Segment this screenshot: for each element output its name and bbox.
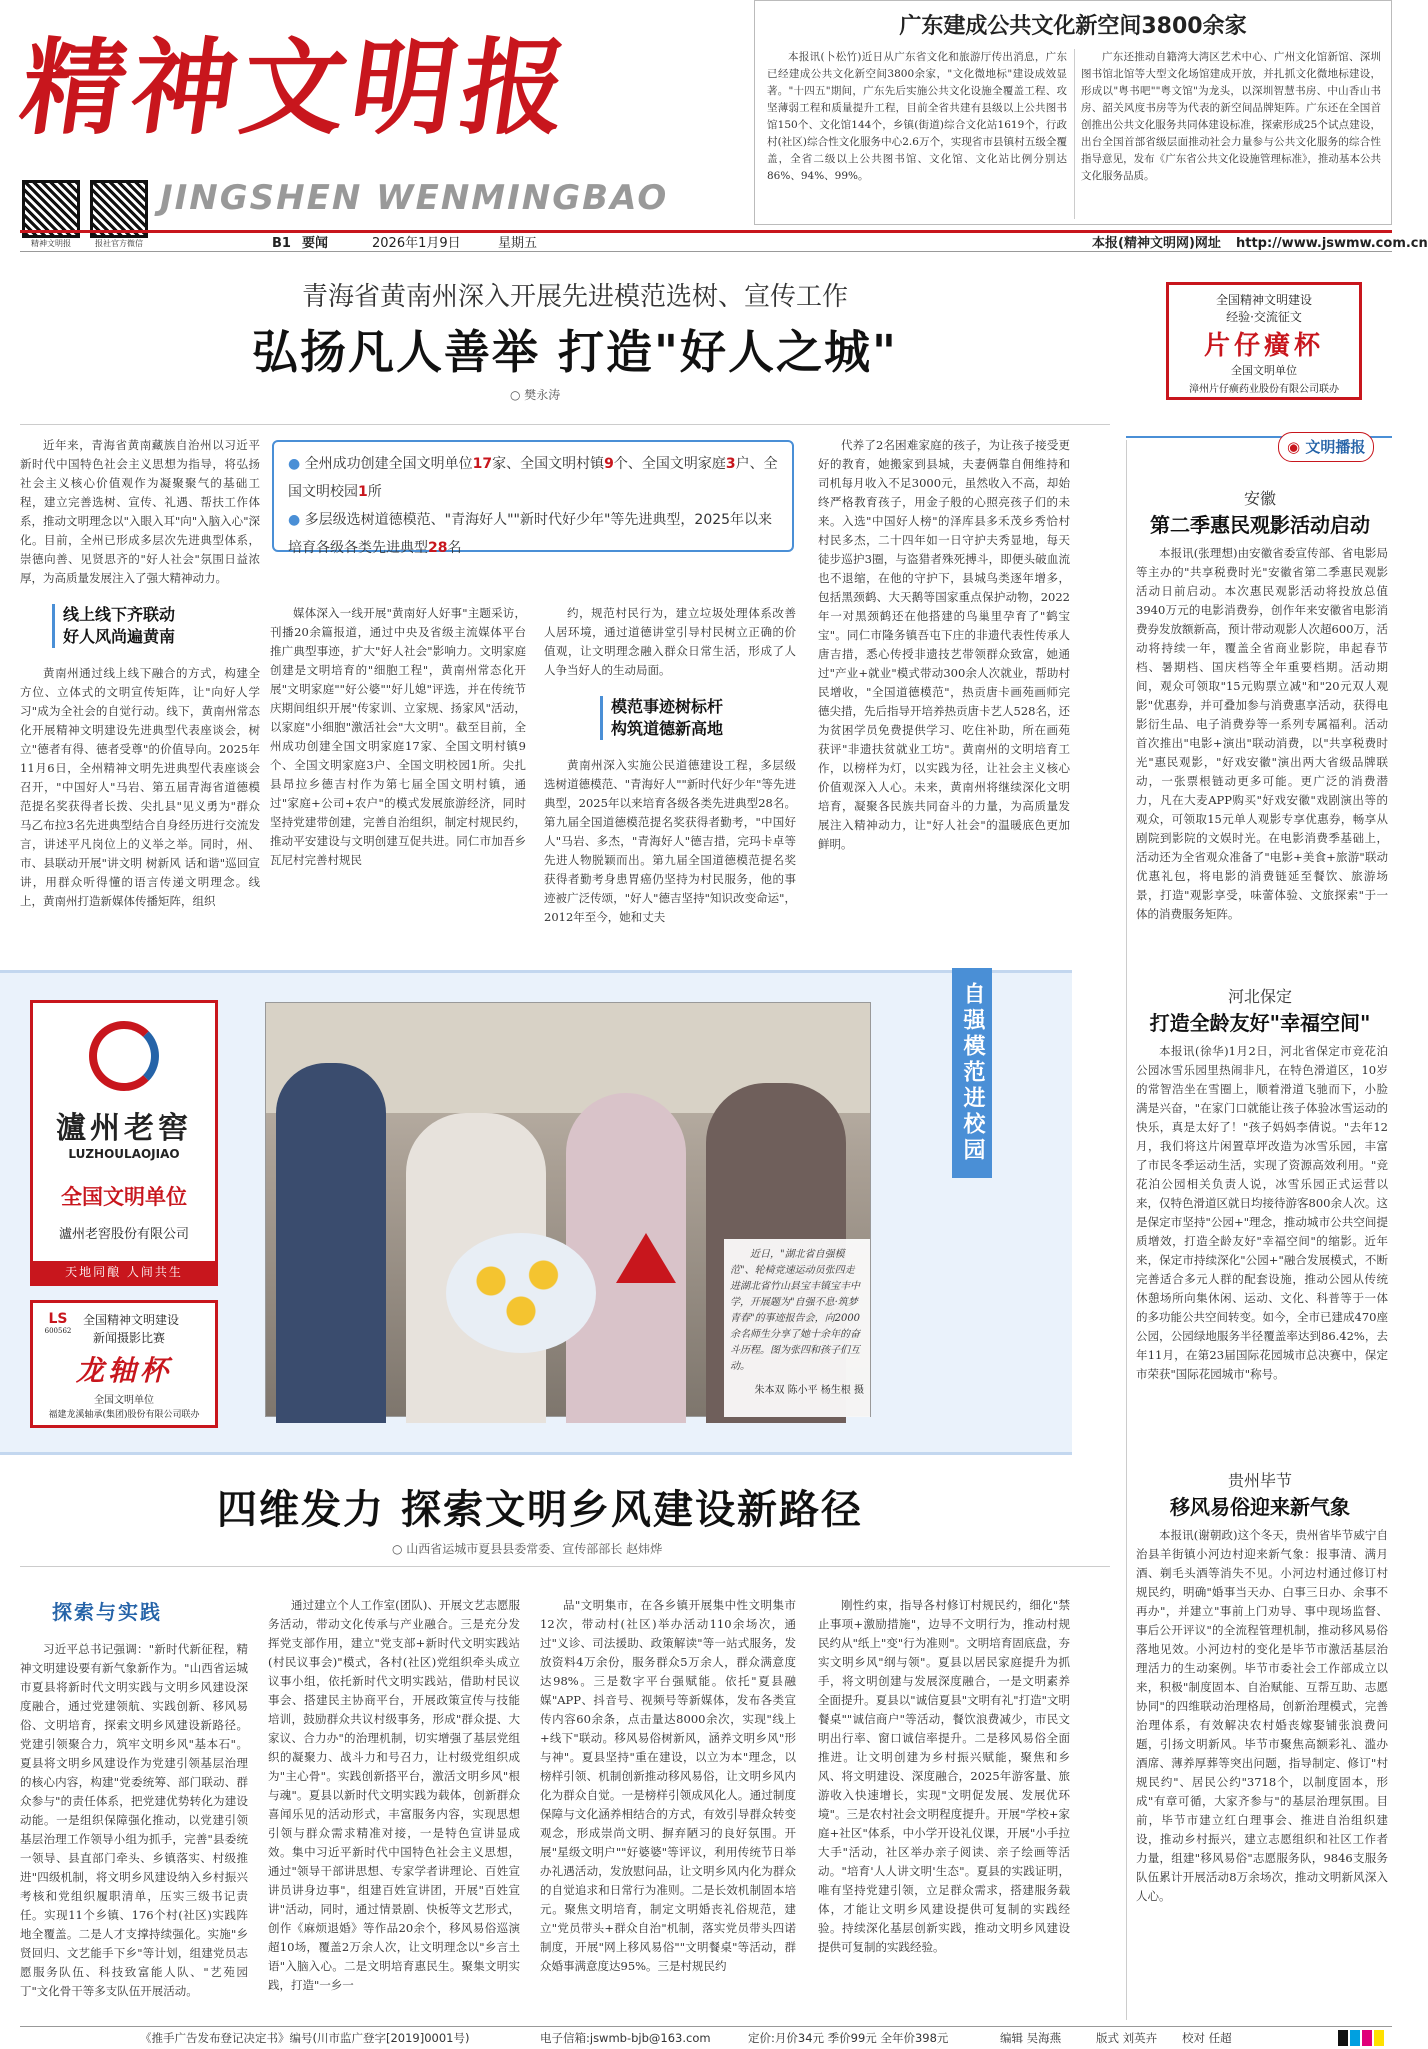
right-story3-head: 贵州毕节 移风易俗迎来新气象 (1170, 1471, 1350, 1519)
photo-person-left (276, 1063, 386, 1423)
luzhou-slogan: 天地同酿 人间共生 (33, 1261, 215, 1283)
site-url[interactable]: http://www.jswmw.com.cn (1236, 236, 1428, 251)
highlight-box (272, 440, 794, 556)
bottom-story-col4: 刚性约束，指导各村修订村规民约，细化"禁止事项+激励措施"，边导不文明行为，推动村规民约从"纸上"变"行为准则"。文明培育固底盘，夯实文明乡风"纲与领"。夏县以居民家庭提升为抓手，将文明创建与发展深度融合，一是文明素养全面提升。夏县以"诚信夏县"文明有礼"打造"文明餐桌""诚信商户"等活动，餐饮浪费减少，市民文明出行率、窗口诚信率提升。二是移风易俗全面推进。让文明创建为乡村振兴赋能，聚焦和乡风、将文明建设、深度融合，2025年游客量、旅游收入快速增长，实现"文明促发展、发展优环境"。三是农村社会文明程度提升。开展"学校+家庭+社区"体系，中小学开设礼仪课，开展"小手拉大手"活动，社区举办亲子阅读、亲子绘画等活动。"培育'人人讲文明'生态"。夏县的实践证明，唯有坚持党建引领，立足群众需求，搭建服务载体，才能让文明乡风建设提供可复制的实践经验。持续深化基层创新实践，推动文明乡风建设提供可复制的实践经验。 (818, 1598, 1070, 1954)
bottom-story-col3: 品"文明集市，在各乡镇开展集中性文明集市12次，带动村(社区)举办活动110余场次，通过"义诊、司法援助、政策解读"等一站式服务，发放资料4万余份，服务群众5万余人，群众满意度达98%。三是数字平台强赋能。依托"夏县融媒"APP、抖音号、视频号等新媒体，发布各类宣传内容60余条，点击量达8000余次，实现"线上+线下"联动。移风易俗树新风，涵养文明乡风"形与神"。夏县坚持"重在建设，以立为本"理念，以榜样引领、机制创新推动移风易俗，让文明乡风内化为群众自觉。一是榜样引领成风化人。通过制度保障与文化涵养相结合的方式，有效引导群众转变观念，形成崇尚文明、摒弃陋习的良好氛围。开展"星级文明户""好婆婆"等评议，利用传统节日举办礼遇活动，发放慰问品，让文明乡风内化为群众的自觉追求和日常行为准则。二是长效机制固本培元。聚焦文明培育，制定文明婚丧礼俗规范，建立"党员带头+群众自治"机制，落实党员带头四诺制度，开展"网上移风易俗""文明餐桌"等活动，群众婚事满意度达95%。三是村规民约 (540, 1598, 796, 1973)
color-calibration-yellow (1374, 2030, 1384, 2046)
lz-company: 福建龙溪轴承(集团)股份有限公司联办 (48, 1410, 200, 1420)
main-story-title: 弘扬凡人善举 打造"好人之城" (252, 325, 898, 379)
news-broadcast-label: ◉ 文明播报 (1278, 432, 1374, 462)
luzhou-pinyin: LUZHOULAOJIAO (68, 1147, 180, 1161)
main-story-col2: 媒体深入一线开展"黄南好人好事"主题采访，刊播20余篇报道，通过中央及省级主流媒体平台推广典型事迹，扩大"好人社会"影响力。文明家庭创建是文明培育的"细胞工程"，黄南州常态化开展"文明家庭""好公婆""好儿媳"评选，并在传统节庆期间组织开展"传家训、立家规、扬家风"活动，以家庭"小细胞"激活社会"大文明"。截至目前，全州成功创建全国文明家庭17家、全国文明村镇9个、全国文明家庭3户、全国文明校园1所。尖扎县昂拉乡德吉村作为第七届全国文明村镇，通过"家庭+公司+农户"的模式发展旅游经济，同时坚持党建带创建，完善自治组织，制定村规民约，推动平安建设与文明创建互促共进。同仁市加吾乡瓦尼村完善村规民 (270, 606, 526, 867)
section-number: B1 (272, 236, 291, 251)
luzhou-company: 瀘州老窖股份有限公司 (58, 1227, 189, 1242)
right-story3-text: 本报讯(谢朝政)这个冬天，贵州省毕节威宁自治县羊街镇小河边村迎来新气象：报事清、满月酒、剃毛头酒等消失不见。小河边村通过修订村规民约，明确"婚事当天办、白事三日办、余事不再办"，并建立"事前上门劝导、事中现场监督、事后公开评议"的全流程管理机制，推动移风易俗落地见效。小河边村的变化是毕节市激活基层治理活力的生动案例。毕节市委社会工作部成立以来，积极"制度固本、自治赋能、互帮互助、志愿协同"的四维联动治理格局，创新治理模式，完善治理体系，有效解决农村婚丧嫁娶铺张浪费问题，引扬文明新风。毕节市聚焦高额彩礼、滥办酒席、薄养厚葬等突出问题，指导制定、修订"村规民约"、居民公约"3718个，以制度固本，形成"有章可循，大家齐参与"的基层治理氛围。目前，毕节市建立红白理事会、推进自治组织建设，推动乡村振兴，建立志愿组织和社区工作者力量，组建"移风易俗"志愿服务队，9846支服务队伍累计开展活动8万余场次，推动文明新风深入人心。 (1136, 1528, 1388, 1903)
right-story2-text: 本报讯(徐华)1月2日，河北省保定市竞花泊公园冰雪乐园里热闹非凡，在特色滑道区，10岁的常智浩坐在雪圈上，顺着滑道飞驰而下，小脸满是兴奋，"在家门口就能让孩子体验冰雪运动的快乐，真是太好了！"孩子妈妈李倩说。"去年12月，我们将这片闲置草坪改造为冰雪乐园，丰富了市民冬季运动生活，实现了资源高效利用。"竞花泊公园相关负责人说，冰雪乐园正式运营以来，仅特色滑道区就日均接待游客800余人次。这是保定市坚持"公园+"理念，推动城市公共空间提质增效，打造全龄友好"幸福空间"的缩影。近年来，保定市持续深化"公园+"融合发展模式，不断完善适合多元人群的配套设施，推动公园从传统休憩场所向集休闲、运动、文化、科普等于一体的多功能公共空间转变。如今，全市已建成470座公园，公园绿地服务半径覆盖率达到86.42%，去年11月，在第23届国际花园城市总决赛中，保定市荣获"国际花园城市"称号。 (1136, 1044, 1388, 1381)
qr-caption-1: 精神文明报 (31, 239, 71, 248)
site-label: 本报(精神文明网)网址 (1092, 236, 1221, 251)
luzhou-award: 全国文明单位 (61, 1185, 187, 1209)
section-name: 要闻 (302, 236, 329, 251)
bullet-icon: ● (288, 456, 301, 472)
luzhou-brand: 瀘州老窖 (56, 1111, 192, 1146)
bullet-icon: ● (288, 512, 301, 528)
explore-logo-text: 探索与实践 (52, 1600, 162, 1624)
main-story-col4: 代养了2名困难家庭的孩子，为让孩子接受更好的教育，她搬家到县城，夫妻俩靠自佣维持和司机每月收入不足3000元，虽然收入不高，却始终严格教育孩子，用金子般的心照亮孩子们的未来。入选"中国好人榜"的泽库县多禾茂乡秀恰村村民多杰，二十四年如一日守护夫秀显地，每天徒步巡护3圈，与盗猎者殊死搏斗，即便头破血流也不退缩，在他的守护下，县城鸟类逐年增多，包括黑颈鹤、大天鹅等国家重点保护动物，2022年一对黑颈鹤还在他搭建的鸟巢里孕育了"鹤宝宝"。同仁市隆务镇吾屯下庄的非遗代表性传承人唐吉措，悉心传授非遗技艺带领群众致富，她通过"产业+就业"模式带动300余人次就业，帮助村民增收，"全国道德模范"，热贡唐卡画苑画师完德尖措，先后指导开培养热贡唐卡艺人528名，还为贫困学员免费提供学习、吃住补助，所在画苑获评"非遗扶贫就业工坊"。黄南州的文明培育工作，以榜样为灯，以实践为径，让社会主义核心价值观深入人心。未来，黄南州将继续深化文明培育，凝聚各民族共同奋斗的力量，为高质量发展注入精神动力，让"好人社会"的温暖底色更加鲜明。 (818, 438, 1070, 851)
flower-bouquet-icon (446, 1233, 596, 1353)
divider (1074, 49, 1075, 219)
right-column-rule (1126, 440, 1127, 2020)
explore-logo (52, 1596, 162, 1625)
footer (20, 2026, 1392, 2048)
right-story1-head: 安徽 第二季惠民观影活动启动 (1150, 489, 1370, 537)
footer-editor: 编辑 吴海燕 (1000, 2031, 1062, 2045)
photo-vertical-banner: 自强模范进校园 (952, 968, 992, 1178)
lz-line2: 新闻摄影比赛 (93, 1331, 166, 1345)
top-story-box (754, 0, 1392, 225)
trophy-icon (616, 1233, 676, 1283)
bottom-story-byline: ○ 山西省运城市夏县县委常委、宣传部部长 赵炜烨 (392, 1542, 663, 1556)
issue-date: 2026年1月9日 (372, 236, 461, 251)
main-story-lead: 近年来，青海省黄南藏族自治州以习近平新时代中国特色社会主义思想为指导，将弘扬社会主义核心价值观作为凝聚聚气的基础工程，建立完善选树、宣传、礼遇、帮扶工作体系，推动文明理念以"入眼入耳"向"入脑入心"深化。目前，全州已形成多层次先进典型体系，崇德向善、见贤思齐的"好人社会"氛围日益浓厚，为高质量发展注入了强大精神动力。 (20, 438, 260, 585)
photo-caption: 近日，"湖北省自强模范"、轮椅竞速运动员张四走进湖北省竹山县宝丰镇宝丰中学，开展题为"自强不息·筑梦青春"的事迹报告会，向2000余名师生分享了她十余年的奋斗历程。图为张四和孩子们互动。 (730, 1249, 861, 1372)
top-story-col1: 本报讯(卜松竹)近日从广东省文化和旅游厅传出消息，广东已经建成公共文化新空间3800余家，"文化微地标"建设成效显著。"十四五"期间，广东先后实施公共文化设施全覆盖工程、攻坚薄弱工程和质量提升工程，目前全省共建有县级以上公共图书馆150个、文化馆144个，乡镇(街道)综合文化站1619个，行政村(社区)综合性文化服务中心2.6万个，实现省市县镇村五级全覆盖，全省二级以上公共图书馆、文化馆、文化站比例分别达86%、94%、99%。 (767, 51, 1067, 182)
pzh-cup: 片仔癀杯 (1203, 331, 1324, 361)
luzhou-logo-icon (89, 1021, 159, 1091)
section-heading-1: 线上线下齐联动 好人风尚遍黄南 (52, 604, 175, 648)
footer-price: 定价:月价34元 季价99元 全年价398元 (748, 2031, 949, 2045)
photo-caption-box (724, 1239, 870, 1417)
issue-bar (20, 230, 1428, 252)
separator-line (20, 424, 1110, 425)
bottom-story-col1: 习近平总书记强调："新时代新征程，精神文明建设要有新气象新作为。"山西省运城市夏县将新时代文明实践与文明乡风建设深度融合，通过党建领航、实践创新、移风易俗、文明培育，探索文明乡风建设新路径。党建引领聚合力，筑牢文明乡风"基本石"。夏县将文明乡风建设作为党建引领基层治理的核心内容，构建"党委统筹、部门联动、群众参与"的责任体系，把党建优势转化为建设动能。一是组织保障强化推动，以党建引领基层治理工作领导小组为抓手，完善"县委统一领导、县直部门牵头、乡镇落实、村级推进"四级机制，将文明乡风建设纳入乡村振兴考核和党组织履职清单，压实三级书记责任。实现11个乡镇、176个村(社区)实践阵地全覆盖。二是人才支撑持续强化。实施"乡贤回归、文艺能手下乡"等计划，组建党员志愿服务队伍、科技致富能人队、"艺苑园丁"文化骨干等多支队伍开展活动。 (20, 1642, 248, 1998)
pzh-line2: 经验·交流征文 (1226, 310, 1302, 324)
main-story-byline: ○ 樊永涛 (510, 388, 561, 402)
color-calibration-black (1338, 2030, 1348, 2046)
highlight-item-1: ● 全州成功创建全国文明单位17家、全国文明村镇9个、全国文明家庭3户、全国文明校园1所 (288, 456, 778, 500)
section-heading-2: 模范事迹树标杆 构筑道德新高地 (600, 696, 723, 740)
main-story-col3a: 约，规范村民行为，建立垃圾处理体系改善人居环境，通过道德讲堂引导村民树立正确的价值观，让文明理念融入群众日常生活，形成了人人争当好人的生动局面。 (544, 606, 796, 677)
top-story-title: 广东建成公共文化新空间3800余家 (899, 14, 1247, 39)
luzhou-ad (30, 1000, 218, 1286)
footer-license: 《推手广告发布登记决定书》编号(川市监广登字[2019]0001号) (140, 2031, 470, 2045)
bottom-story-title: 四维发力 探索文明乡风建设新路径 (217, 1487, 863, 1533)
right-story1-text: 本报讯(张理想)由安徽省委宣传部、省电影局等主办的"共享税费时光"安徽省第二季惠民观影活动日前启动。本次惠民观影活动将投放总值3940万元的电影消费券，创作年来安徽省电影消费券发放额新高，预计带动观影人次超600万，活动将持续一年，覆盖全省商业影院，串起春节档、暑期档、国庆档等全年重要档期。活动期间，观众可领取"15元购票立减"和"20元双人观影"优惠券，并可叠加参与消费惠享活动，获得电影衍生品、电子消费券等一系列专属福利。活动首次推出"电影+演出"联动消费，以"共享税费时光"惠民观影，"好戏安徽"演出两大省级品牌联动，一张票根链动更多可能。更广泛的消费潜力，凡在大麦APP购买"好戏安徽"戏剧演出等的观众，可领取15元单人观影专享优惠券，畅享从剧院到影院的文娱时光。在电影消费季基础上，活动还为全省观众准备了"电影+美食+旅游"联动优惠礼包，将电影的消费链延至餐饮、旅游场景，打造"观影享受，味蕾体验、文旅探索"于一体的消费服务矩阵。 (1136, 546, 1388, 921)
broadcast-icon: ◉ (1287, 438, 1301, 456)
footer-email: 电子信箱:jswmb-bjb@163.com (540, 2031, 711, 2045)
issue-weekday: 星期五 (498, 236, 538, 251)
lz-line1: 全国精神文明建设 (83, 1313, 180, 1327)
main-story-subtitle: 青海省黄南州深入开展先进模范选树、宣传工作 (301, 282, 848, 312)
top-story-col2: 广东还推动自籍湾大湾区艺术中心、广州文化馆新馆、深圳图书馆北馆等大型文化场馆建成开放，并扎抓文化微地标建设，形成以"粤书吧""粤文馆"为龙头，以深圳智慧书房、中山香山书房、韶关风度书房等为代表的新空间品牌矩阵。广东还在全国首创推出公共文化服务共同体建设标准，探索形成25个试点建设，出台全国首部省级层面推动社会力量参与公共文化服务的综合性指导意见，发布《广东省公共文化设施管理标准》，推动基本公共文化服务品质。 (1081, 51, 1381, 182)
pianzaihuang-ad (1166, 282, 1362, 400)
footer-designer: 版式 刘英卉 (1096, 2031, 1158, 2045)
longzhou-ad (30, 1300, 218, 1428)
color-calibration-magenta (1362, 2030, 1372, 2046)
main-story-col3b: 黄南州深入实施公民道德建设工程，多层级选树道德模范、"青海好人""新时代好少年"等先进典型，2025年以来培育各级各类先进典型28名。第九届全国道德模范提名奖获得者勤考，"中国好人"马岩、多杰，"青海好人"德吉措，完玛卡卓等先进人物脱颖而出。第九届全国道德模范提名奖获得者勤考身患胃癌仍坚持为村民服务，他的事迹被广泛传颂，"好人"德吉坚持"知识改变命运"，2012年至今，她和丈夫 (544, 758, 796, 924)
pzh-line1: 全国精神文明建设 (1215, 293, 1312, 307)
footer-proof: 校对 任超 (1182, 2031, 1232, 2045)
color-calibration-cyan (1350, 2030, 1360, 2046)
lz-unit: 全国文明单位 (94, 1395, 154, 1406)
separator-line (20, 1566, 1110, 1567)
masthead-logo: 精神文明报 (13, 26, 581, 149)
pzh-unit: 全国文明单位 (1231, 364, 1297, 377)
masthead-pinyin: JINGSHEN WENMINGBAO (160, 178, 669, 218)
right-story2-head: 河北保定 打造全龄友好"幸福空间" (1149, 987, 1371, 1035)
lz-cup: 龙轴杯 (75, 1354, 172, 1387)
pzh-company: 漳州片仔癀药业股份有限公司联办 (1189, 384, 1339, 395)
news-photo (265, 1002, 871, 1417)
bottom-story-col2: 通过建立个人工作室(团队)、开展文艺志愿服务活动，带动文化传承与产业融合。三是充分发挥党支部作用，建立"党支部+新时代文明实践站(村民议事会)"模式，各村(社区)党组织牵头成立议事小组，依托新时代文明实践站，借助村民议事会、搭建民主协商平台，开展政策宣传与技能培训，鼓励群众共议村级事务，形成"群众提、大家议、合力办"的治理机制，切实增强了基层党组织的凝聚力、战斗力和号召力，让村级党组织成为"主心骨"。实践创新搭平台，激活文明乡风"根与魂"。夏县以新时代文明实践为载体，创新群众喜闻乐见的活动形式，丰富服务内容，实现思想引领与群众需求精准对接，一是特色宣讲显成效。集中习近平新时代中国特色社会主义思想，通过"领导干部讲思想、专家学者讲理论、百姓宣讲员讲身边事"，组建百姓宣讲团，开展"百姓宣讲"活动，同时，通过情景剧、快板等文艺形式，创作《麻烦退婚》等作品20余个，移风易俗巡演超10场，覆盖2万余人次，让文明理念以"乡言土语"入脑入心。二是文明培育惠民生。聚集文明实践，打造"一乡一 (268, 1598, 520, 1992)
highlight-item-2: ● 多层级选树道德模范、"青海好人""新时代好少年"等先进典型，2025年以来培育各级各类先进典型28名 (288, 512, 773, 556)
qr-caption-2: 报社官方微信 (95, 239, 143, 248)
photo-credit: 朱本双 陈小平 杨生根 摄 (754, 1385, 864, 1396)
main-story-sec1: 黄南州通过线上线下融合的方式，构建全方位、立体式的文明宣传矩阵，让"向好人学习"成为全社会的自觉行动。线下，黄南州常态化开展精神文明建设先进典型代表座谈会，树立"德者有得、德者受尊"的价值导向。2025年11月6日，全州精神文明先进典型代表座谈会召开，"中国好人"马岩、第五届青海省道德模范提名奖获得者长拨、尖扎县"见义勇为"群众马乙布拉3名先进典型结合自身经历进行交流发言，讲述平凡岗位上的义举之举。同时，州、市、县联动开展"讲文明 树新风 话和谐"巡回宣讲，用群众听得懂的语言传递文明理念。线上，黄南州打造新媒体传播矩阵，组织 (20, 666, 260, 908)
lz-logo-icon: LS 600562 (44, 1311, 72, 1335)
